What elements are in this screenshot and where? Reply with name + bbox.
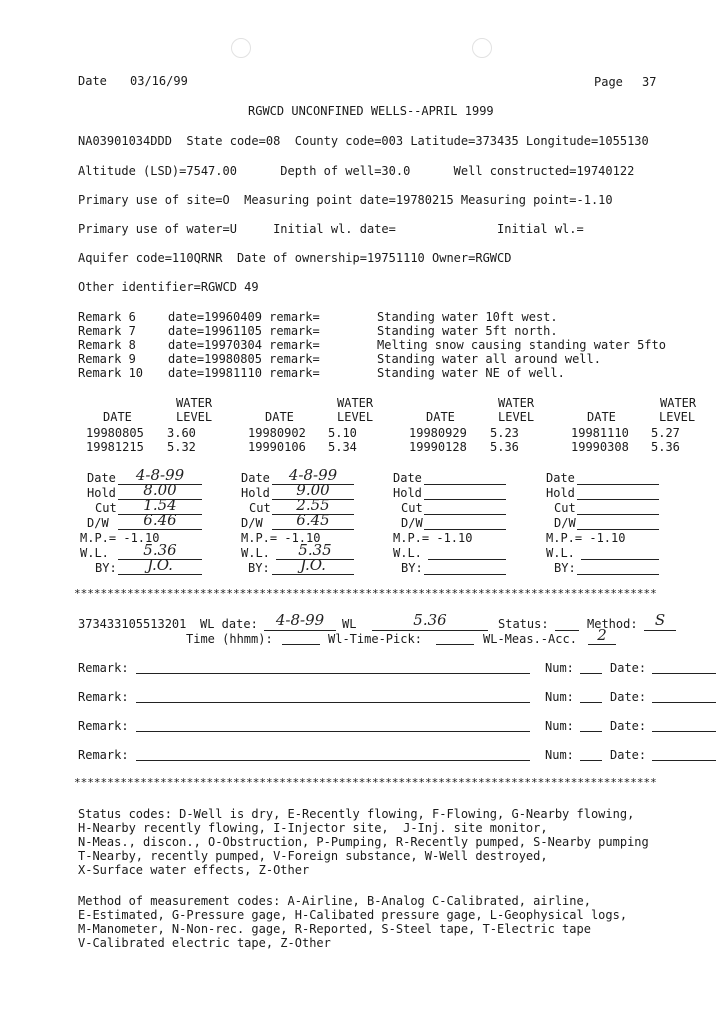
entry-by-value: J.O. — [300, 556, 326, 574]
entry-wl-label: W.L. — [546, 546, 575, 560]
remark-label: Remark 7 — [78, 324, 144, 338]
remark-label: Remark 9 — [78, 352, 144, 366]
wl-date-value: 4-8-99 — [275, 611, 325, 629]
page-title: RGWCD UNCONFINED WELLS--APRIL 1999 — [248, 104, 494, 118]
remark-date: date=19981110 remark= — [168, 366, 320, 380]
remark-entry-label: Remark: — [78, 748, 129, 762]
site-info-line-4: Primary use of water=U Initial wl. date= Initial wl.= — [78, 222, 584, 236]
wl-time-pick-field[interactable] — [436, 630, 474, 645]
remark-label: Remark 8 — [78, 338, 144, 352]
remark-entry-label: Remark: — [78, 661, 129, 675]
remark-num-label: Num: — [545, 719, 574, 733]
entry-mp-label: M.P.= -1.10 — [393, 531, 473, 545]
entry-by-field[interactable] — [118, 558, 202, 575]
method-codes-line: M-Manometer, N-Non-rec. gage, R-Reported, S-Steel tape, T-Electric tape — [78, 922, 591, 936]
remark-num-label: Num: — [545, 690, 574, 704]
wl-method-field[interactable] — [644, 613, 676, 631]
entry-by-value: J.O. — [147, 556, 173, 574]
entry-dw-field[interactable] — [577, 513, 659, 530]
entry-cut-label: Cut — [249, 501, 271, 515]
table-cell-level: 5.32 — [167, 440, 196, 454]
wl-method-value: S — [654, 611, 666, 629]
column-header-water: WATER — [660, 396, 697, 410]
wl-meas-acc-value: 2 — [597, 626, 607, 644]
entry-dw-field[interactable] — [118, 513, 202, 530]
remark-entry-label: Remark: — [78, 719, 129, 733]
site-info-line-3: Primary use of site=O Measuring point date=19780215 Measuring point=-1.10 — [78, 193, 613, 207]
column-header-level: LEVEL — [176, 410, 213, 424]
table-cell-level: 5.36 — [490, 440, 519, 454]
remark-entry-label: Remark: — [78, 690, 129, 704]
remark-date-field[interactable] — [652, 688, 716, 703]
table-cell-level: 5.27 — [651, 426, 680, 440]
wl-time-field[interactable] — [282, 630, 320, 645]
table-cell-level: 5.34 — [328, 440, 357, 454]
site-info-line-5: Aquifer code=110QRNR Date of ownership=19751110 Owner=RGWCD — [78, 251, 512, 265]
table-cell-level: 5.10 — [328, 426, 357, 440]
entry-by-label: BY: — [401, 561, 423, 575]
site-info-line-6: Other identifier=RGWCD 49 — [78, 280, 259, 294]
punch-hole-right — [472, 38, 492, 58]
wl-status-label: Status: — [498, 617, 549, 631]
remark-date-label: Date: — [610, 690, 647, 704]
status-codes-line: T-Nearby, recently pumped, V-Foreign substance, W-Well destroyed, — [78, 849, 548, 863]
entry-wl-label: W.L. — [393, 546, 422, 560]
method-codes-line: Method of measurement codes: A-Airline, B-Analog C-Calibrated, airline, — [78, 894, 591, 908]
wl-method-label: Method: — [587, 617, 638, 631]
entry-hold-label: Hold — [546, 486, 575, 500]
remark-num-label: Num: — [545, 661, 574, 675]
entry-by-label: BY: — [95, 561, 117, 575]
entry-by-field[interactable] — [272, 558, 354, 575]
entry-dw-label: D/W — [241, 516, 263, 530]
star-divider: **************************************************************************************** — [74, 587, 657, 600]
table-cell-date: 19990106 — [248, 440, 306, 454]
entry-wl-label: W.L. — [241, 546, 270, 560]
remark-text: Standing water all around well. — [377, 352, 601, 366]
table-cell-date: 19980929 — [409, 426, 467, 440]
entry-by-label: BY: — [248, 561, 270, 575]
entry-date-label: Date — [393, 471, 422, 485]
remark-num-field[interactable] — [580, 659, 602, 674]
entry-by-field[interactable] — [424, 558, 506, 575]
header-date: 03/16/99 — [130, 74, 188, 88]
remark-date: date=19961105 remark= — [168, 324, 320, 338]
table-cell-level: 5.36 — [651, 440, 680, 454]
entry-cut-value: 1.54 — [143, 496, 177, 514]
table-cell-date: 19981110 — [571, 426, 629, 440]
wl-date-label: WL date: — [200, 617, 258, 631]
column-header-water: WATER — [498, 396, 535, 410]
column-header-date: DATE — [103, 410, 132, 424]
method-codes-line: V-Calibrated electric tape, Z-Other — [78, 936, 331, 950]
wl-time-pick-label: Wl-Time-Pick: — [328, 632, 422, 646]
table-cell-date: 19990308 — [571, 440, 629, 454]
entry-date-value: 4-8-99 — [135, 466, 185, 484]
table-cell-level: 5.23 — [490, 426, 519, 440]
status-codes-line: X-Surface water effects, Z-Other — [78, 863, 310, 877]
star-divider: **************************************************************************************** — [74, 776, 657, 789]
entry-hold-value: 8.00 — [143, 481, 177, 499]
entry-dw-value: 6.46 — [143, 511, 177, 529]
remark-entry-field[interactable] — [136, 746, 530, 761]
entry-mp-label: M.P.= -1.10 — [80, 531, 160, 545]
header-page-label: Page — [594, 75, 623, 89]
table-cell-level: 3.60 — [167, 426, 196, 440]
remark-date-field[interactable] — [652, 746, 716, 761]
wl-label: WL — [342, 617, 357, 631]
wl-site-id: 373433105513201 — [78, 617, 187, 631]
entry-dw-field[interactable] — [272, 513, 354, 530]
remark-label: Remark 6 — [78, 310, 144, 324]
entry-wl-value: 5.36 — [143, 541, 177, 559]
entry-wl-label: W.L. — [80, 546, 109, 560]
table-cell-date: 19981215 — [86, 440, 144, 454]
status-codes-line: H-Nearby recently flowing, I-Injector site, J-Inj. site monitor, — [78, 821, 548, 835]
table-cell-date: 19990128 — [409, 440, 467, 454]
wl-meas-acc-label: WL-Meas.-Acc. — [483, 632, 577, 646]
entry-dw-label: D/W — [401, 516, 423, 530]
column-header-level: LEVEL — [337, 410, 374, 424]
remark-num-field[interactable] — [580, 717, 602, 732]
wl-status-field[interactable] — [555, 613, 579, 631]
remark-text: Standing water 10ft west. — [377, 310, 558, 324]
entry-mp-label: M.P.= -1.10 — [241, 531, 321, 545]
remark-text: Standing water NE of well. — [377, 366, 565, 380]
site-info-line-1: NA03901034DDD State code=08 County code=003 Latitude=373435 Longitude=1055130 — [78, 134, 649, 148]
entry-cut-label: Cut — [95, 501, 117, 515]
punch-hole-left — [231, 38, 251, 58]
remark-date-label: Date: — [610, 719, 647, 733]
entry-date-value: 4-8-99 — [288, 466, 338, 484]
remark-date-field[interactable] — [652, 659, 716, 674]
entry-date-label: Date — [546, 471, 575, 485]
wl-meas-acc-field[interactable] — [588, 628, 616, 645]
entry-dw-label: D/W — [87, 516, 109, 530]
wl-date-field[interactable] — [264, 613, 336, 631]
wl-time-label: Time (hhmm): — [186, 632, 273, 646]
remark-date-label: Date: — [610, 661, 647, 675]
remark-entry-field[interactable] — [136, 688, 530, 703]
column-header-date: DATE — [587, 410, 616, 424]
entry-hold-label: Hold — [393, 486, 422, 500]
entry-cut-label: Cut — [401, 501, 423, 515]
header-date-label: Date — [78, 74, 107, 88]
remark-date: date=19960409 remark= — [168, 310, 320, 324]
column-header-water: WATER — [337, 396, 374, 410]
remark-num-field[interactable] — [580, 746, 602, 761]
column-header-level: LEVEL — [659, 410, 696, 424]
remark-text: Melting snow causing standing water 5fto — [377, 338, 666, 352]
remark-date-field[interactable] — [652, 717, 716, 732]
entry-wl-value: 5.35 — [298, 541, 332, 559]
entry-hold-label: Hold — [241, 486, 270, 500]
column-header-date: DATE — [426, 410, 455, 424]
column-header-date: DATE — [265, 410, 294, 424]
entry-mp-label: M.P.= -1.10 — [546, 531, 626, 545]
entry-by-field[interactable] — [577, 558, 659, 575]
header-page-number: 37 — [642, 75, 657, 89]
column-header-level: LEVEL — [498, 410, 535, 424]
entry-dw-value: 6.45 — [296, 511, 330, 529]
entry-date-label: Date — [87, 471, 116, 485]
status-codes-line: N-Meas., discon., O-Obstruction, P-Pumping, R-Recently pumped, S-Nearby pumping — [78, 835, 649, 849]
remark-entry-field[interactable] — [136, 717, 530, 732]
entry-dw-label: D/W — [554, 516, 576, 530]
entry-cut-value: 2.55 — [296, 496, 330, 514]
table-cell-date: 19980805 — [86, 426, 144, 440]
method-codes-line: E-Estimated, G-Pressure gage, H-Calibated pressure gage, L-Geophysical logs, — [78, 908, 628, 922]
site-info-line-2: Altitude (LSD)=7547.00 Depth of well=30.0 Well constructed=19740122 — [78, 164, 635, 178]
remark-text: Standing water 5ft north. — [377, 324, 558, 338]
wl-value: 5.36 — [413, 611, 447, 629]
remark-date-label: Date: — [610, 748, 647, 762]
entry-hold-value: 9.00 — [296, 481, 330, 499]
table-cell-date: 19980902 — [248, 426, 306, 440]
remark-date: date=19970304 remark= — [168, 338, 320, 352]
column-header-water: WATER — [176, 396, 213, 410]
remark-date: date=19980805 remark= — [168, 352, 320, 366]
wl-value-field[interactable] — [372, 613, 488, 631]
remark-label: Remark 10 — [78, 366, 144, 380]
entry-cut-label: Cut — [554, 501, 576, 515]
entry-dw-field[interactable] — [424, 513, 506, 530]
status-codes-line: Status codes: D-Well is dry, E-Recently flowing, F-Flowing, G-Nearby flowing, — [78, 807, 635, 821]
remark-num-label: Num: — [545, 748, 574, 762]
entry-by-label: BY: — [554, 561, 576, 575]
entry-hold-label: Hold — [87, 486, 116, 500]
remark-num-field[interactable] — [580, 688, 602, 703]
entry-date-label: Date — [241, 471, 270, 485]
remark-entry-field[interactable] — [136, 659, 530, 674]
